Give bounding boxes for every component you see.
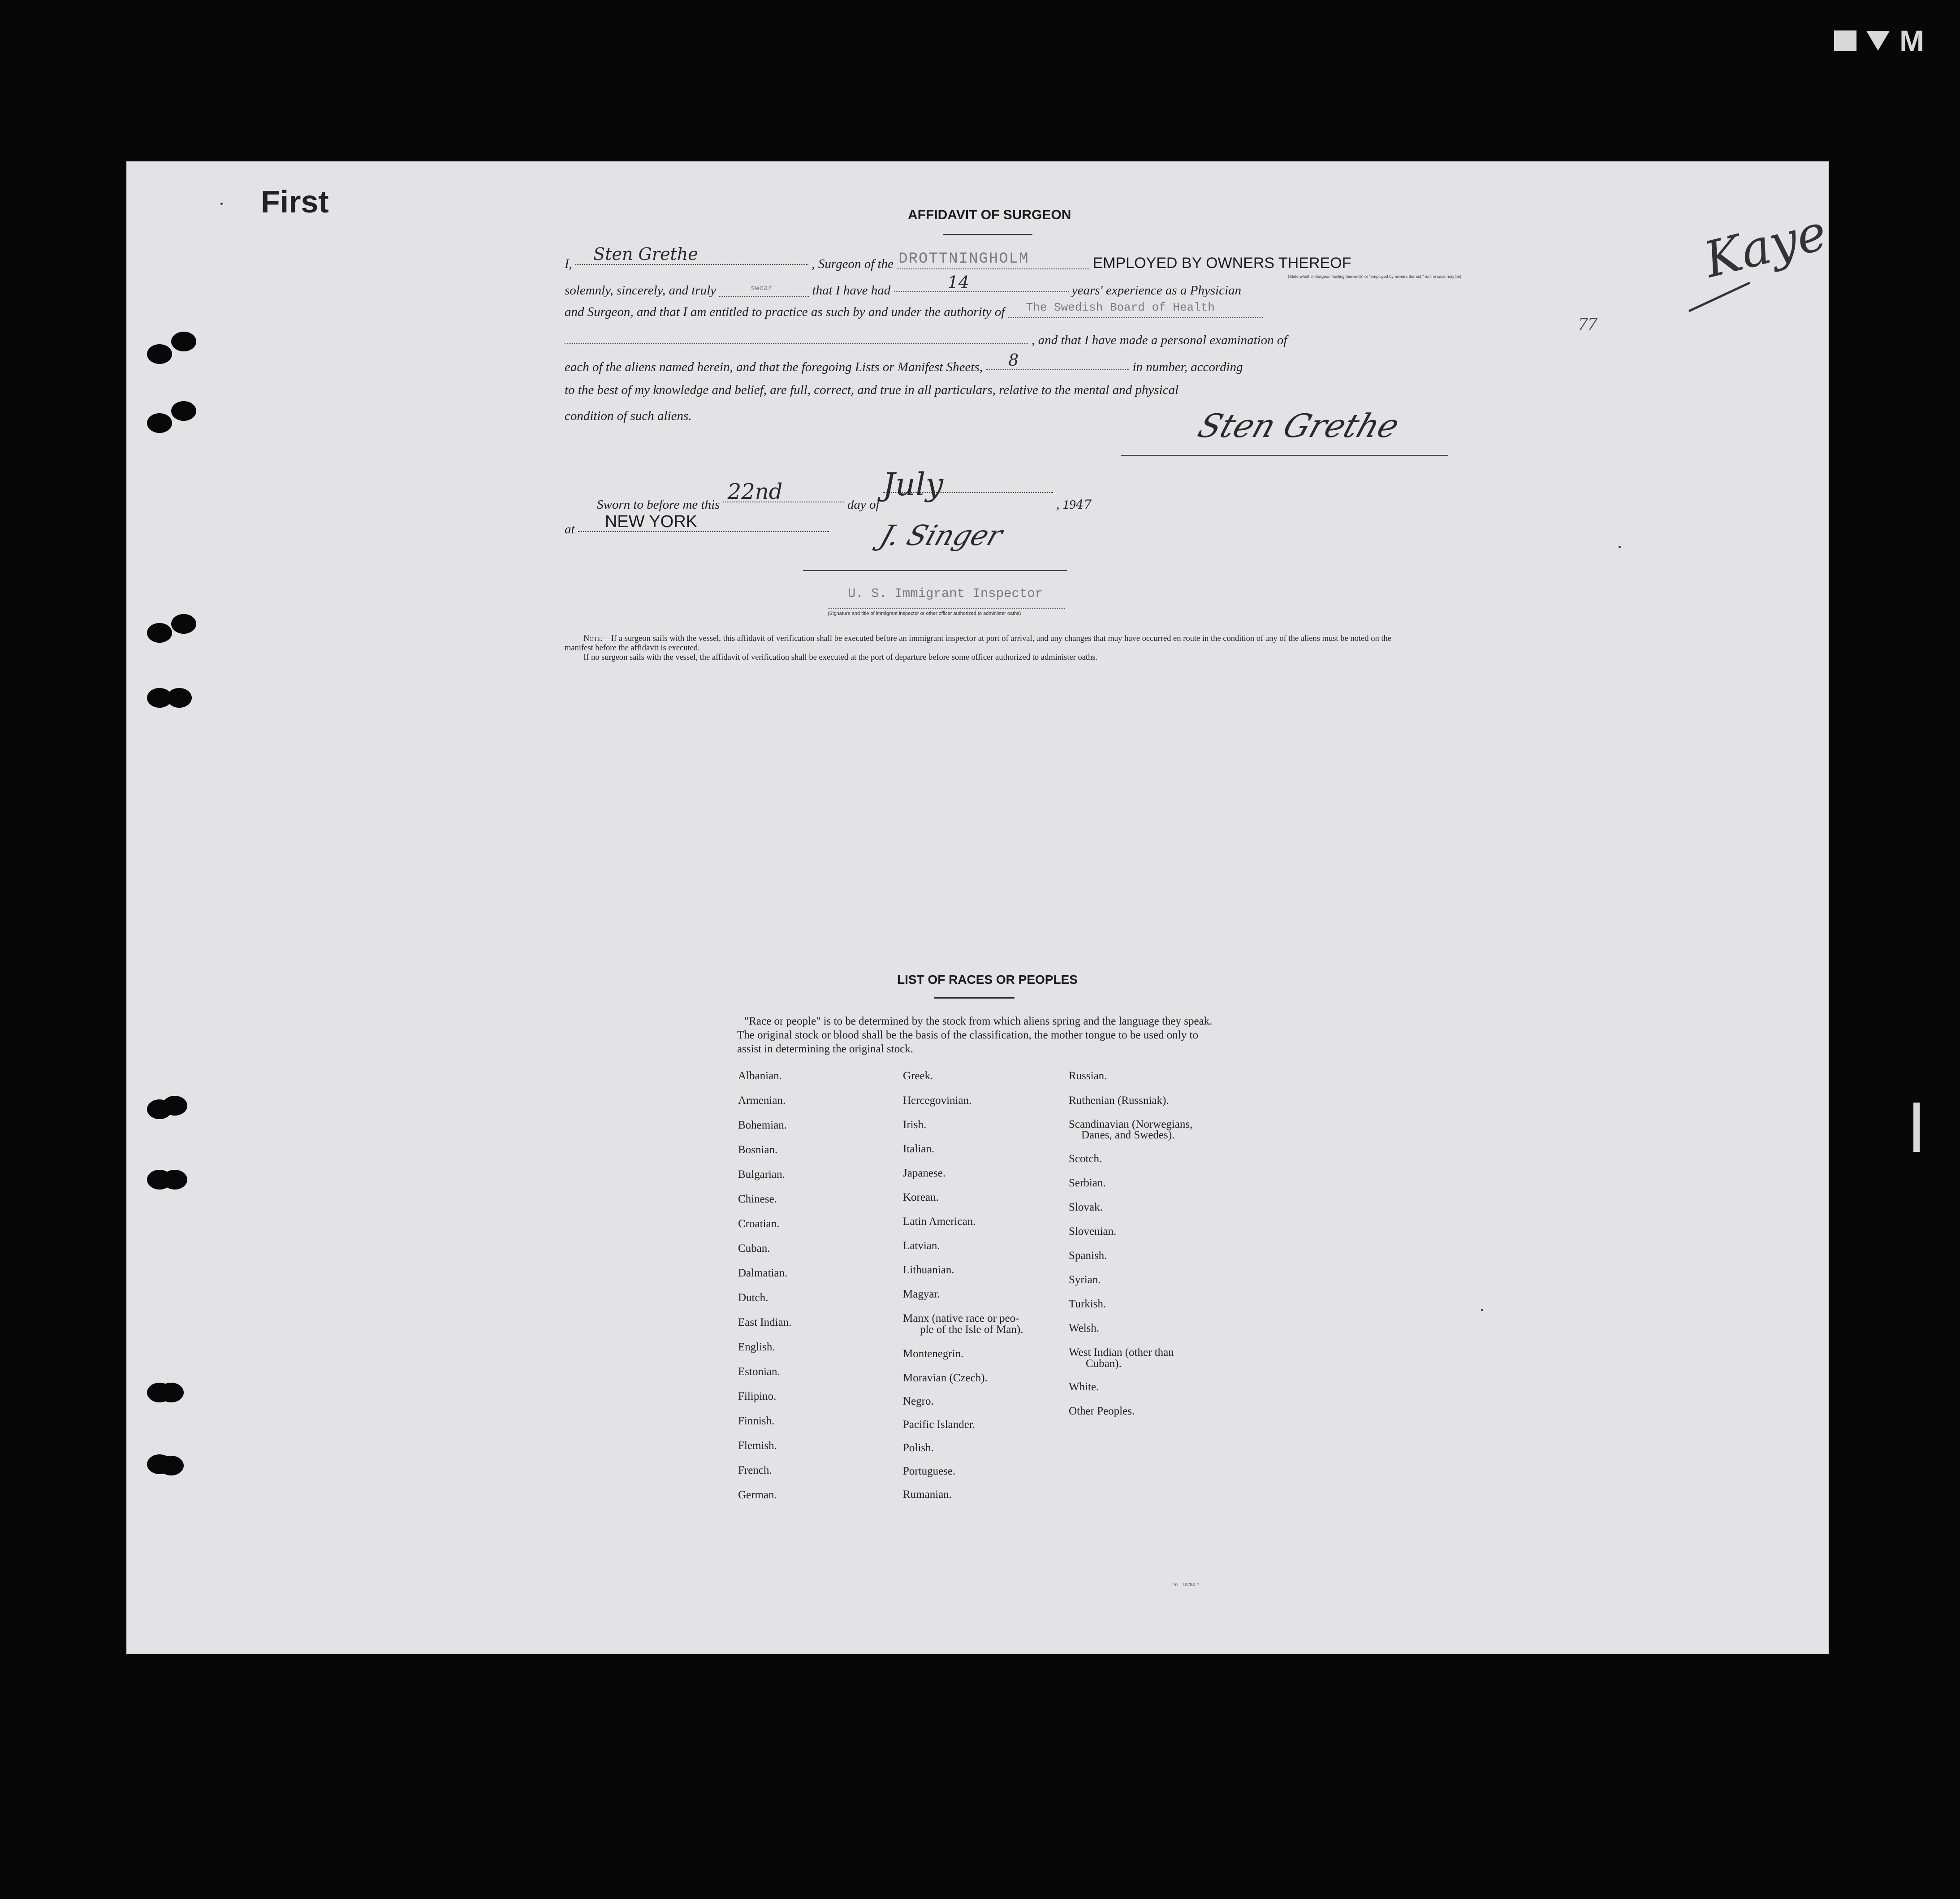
race-item: Manx (native race or peo- [903,1312,1019,1324]
race-item: Dalmatian. [738,1267,788,1279]
film-letter-mark: M [1900,24,1924,57]
race-item: Other Peoples. [1069,1405,1135,1417]
race-item: East Indian. [738,1316,792,1328]
sheets-count-field [986,351,1129,370]
race-item: Cuban). [1086,1358,1122,1370]
race-item: Slovak. [1069,1201,1103,1213]
authority-continued-field [565,331,1028,344]
race-item: ple of the Isle of Man). [920,1324,1023,1336]
line-text: in number, according [1132,360,1243,374]
race-item: Flemish. [738,1440,777,1452]
corner-label: First [261,184,329,219]
race-item: Bulgarian. [738,1168,785,1181]
line-text: solemnly, sincerely, and truly [565,283,717,298]
race-item: Welsh. [1069,1322,1100,1334]
punch-hole [147,623,172,643]
month-value: July [882,466,943,503]
race-item: West Indian (other than [1069,1346,1174,1358]
punch-hole [171,401,196,421]
race-item: Ruthenian (Russniak). [1069,1094,1169,1107]
race-item: Scandinavian (Norwegians, [1069,1118,1193,1130]
race-item: Polish. [903,1442,934,1454]
affidavit-line-7 [565,409,692,424]
race-item: Spanish. [1069,1250,1107,1262]
race-item: English. [738,1341,775,1353]
race-item: Bohemian. [738,1119,787,1131]
line-text: Sworn to before me this [597,497,720,512]
surgeon-signature-line [1121,455,1448,456]
paper-speck [1619,546,1621,548]
race-item: Scotch. [1069,1153,1102,1165]
race-item: Syrian. [1069,1274,1101,1286]
surgeon-name-field [575,244,808,265]
race-item: German. [738,1489,777,1501]
race-item: Armenian. [738,1094,786,1107]
races-intro-text: "Race or people" is to be determined by the stock from which aliens spring and the language they speak. The original stock or blood shall be the basis of the classification, the mother tongue to be used only to assist in determining the original stock. [737,1015,1213,1055]
film-triangle-mark [1866,31,1890,51]
affidavit-title: AFFIDAVIT OF SURGEON [908,208,1071,222]
punch-hole [159,1456,184,1475]
line-text: condition of such aliens. [565,409,692,423]
race-item: Filipino. [738,1390,777,1402]
affidavit-line-2 [565,273,1242,298]
line-prefix: I, [565,257,572,271]
day-field [723,479,844,504]
punch-hole [167,688,192,708]
race-item: Finnish. [738,1415,775,1427]
race-item: Portuguese. [903,1465,956,1477]
punch-hole [162,1096,187,1116]
race-item: Hercegovinian. [903,1094,972,1107]
note-paragraph-2: If no surgeon sails with the vessel, the affidavit of verification shall be executed at the port of departure before some officer authorized to administer oaths. [583,653,1098,662]
race-item: Dutch. [738,1292,768,1304]
inspector-signature: J. Singer [876,519,1007,552]
handwritten-number: 77 [1578,314,1597,335]
film-edge-tick [1913,1103,1920,1152]
punch-hole [147,413,172,433]
line-text: years' experience as a Physician [1071,283,1242,298]
line-text: each of the aliens named herein, and that the foregoing Lists or Manifest Sheets, [565,360,983,374]
years-field [894,273,1069,292]
race-item: Lithuanian. [903,1264,954,1276]
authority-field [1008,301,1263,318]
race-item: Croatian. [738,1218,780,1230]
year-value: 47 [1075,497,1092,512]
race-item: Italian. [903,1143,935,1155]
surgeon-signature: Sten Grethe [1193,407,1404,445]
note-lead: Note. [583,634,603,643]
punch-hole [162,1170,187,1190]
inspector-title-stamp: U. S. Immigrant Inspector [848,586,1043,601]
race-item: Albanian. [738,1070,782,1082]
race-item: Pacific Islander. [903,1419,976,1431]
film-marks [1834,26,1924,56]
race-item: Korean. [903,1191,939,1203]
race-item: Bosnian. [738,1144,778,1156]
race-item: Russian. [1069,1070,1107,1082]
document-page [126,161,1832,1654]
place-value: NEW YORK [604,512,698,531]
line-text: that I have had [812,283,891,298]
race-item: Negro. [903,1395,934,1407]
at-label: at [565,522,575,536]
races-title-rule [934,997,1015,999]
race-item: Turkish. [1069,1298,1106,1310]
line-text: and Surgeon, and that I am entitled to practice as such by and under the authority of [565,305,1005,319]
note-paragraph-1: —If a surgeon sails with the vessel, this affidavit of verification shall be executed before an immigrant inspector at port of arrival, and any changes that may have occurred en route in the condition of any of the aliens must be noted on the manifest before the affidavit is executed. [565,634,1391,653]
paper-speck [1481,1309,1483,1311]
affidavit-note [565,634,1391,662]
race-item: Rumanian. [903,1488,952,1501]
authority-value: The Swedish Board of Health [1026,301,1215,314]
film-block-mark [1834,30,1856,51]
race-item: Chinese. [738,1193,777,1205]
employer-caption: (State whether Surgeon "sailing therewith" or "employed by owners thereof," as the case may be) [1288,274,1461,279]
form-code: 16—18788-2 [1173,1582,1199,1588]
inspector-signature-line [803,570,1067,571]
line-text: to the best of my knowledge and belief, are full, correct, and true in all particulars, relative to the mental and physical [565,383,1179,397]
punch-hole [171,332,196,351]
at-line [565,512,829,537]
inspector-caption: (Signature and title of immigrant inspector or other officer authorized to administer oaths) [828,611,1021,616]
race-item: Montenegrin. [903,1348,964,1360]
sworn-word-value: swear [751,284,773,292]
year-prefix: , 19 [1056,497,1076,512]
affidavit-line-1 [565,244,1351,272]
employer-value: EMPLOYED BY OWNERS THEREOF [1092,255,1351,272]
race-item: Magyar. [903,1288,940,1300]
title-rule [943,234,1032,235]
race-item: Japanese. [903,1167,946,1179]
surgeon-name-value: Sten Grethe [593,244,698,264]
line-text: day of [847,497,880,512]
races-title: LIST OF RACES OR PEOPLES [897,973,1078,986]
sworn-line [597,466,1092,512]
years-value: 14 [947,273,969,292]
day-value: 22nd [727,479,783,504]
race-item: Danes, and Swedes). [1081,1129,1175,1141]
race-item: Latin American. [903,1216,976,1228]
race-item: Serbian. [1069,1177,1106,1189]
paper-speck [220,203,223,205]
inspector-title-rule [828,608,1065,609]
vessel-name-value: DROTTNINGHOLM [898,251,1029,268]
race-item: Irish. [903,1119,927,1131]
vessel-name-field [897,251,1089,269]
race-item: Estonian. [738,1366,780,1378]
race-item: Greek. [903,1070,933,1082]
affidavit-line-3 [565,301,1263,320]
surgeon-of-label: , Surgeon of the [812,257,894,271]
place-field [578,512,829,532]
races-intro [737,1014,1214,1056]
sheets-count-value: 8 [1008,351,1019,370]
race-item: Slovenian. [1069,1225,1117,1237]
race-item: White. [1069,1381,1099,1393]
handwritten-annotation: Kaye [1698,203,1832,289]
punch-hole [159,1383,184,1402]
race-item: Cuban. [738,1242,770,1254]
race-item: Moravian (Czech). [903,1372,988,1384]
affidavit-line-5 [565,351,1243,375]
race-item: Latvian. [903,1240,940,1252]
line-text: , and that I have made a personal examination of [1032,333,1287,347]
affidavit-line-4 [565,331,1287,348]
affidavit-line-6 [565,383,1179,398]
punch-hole [171,614,196,634]
sworn-word-field [719,283,809,297]
race-item: French. [738,1464,772,1476]
month-field [882,466,1053,503]
punch-hole [147,344,172,364]
